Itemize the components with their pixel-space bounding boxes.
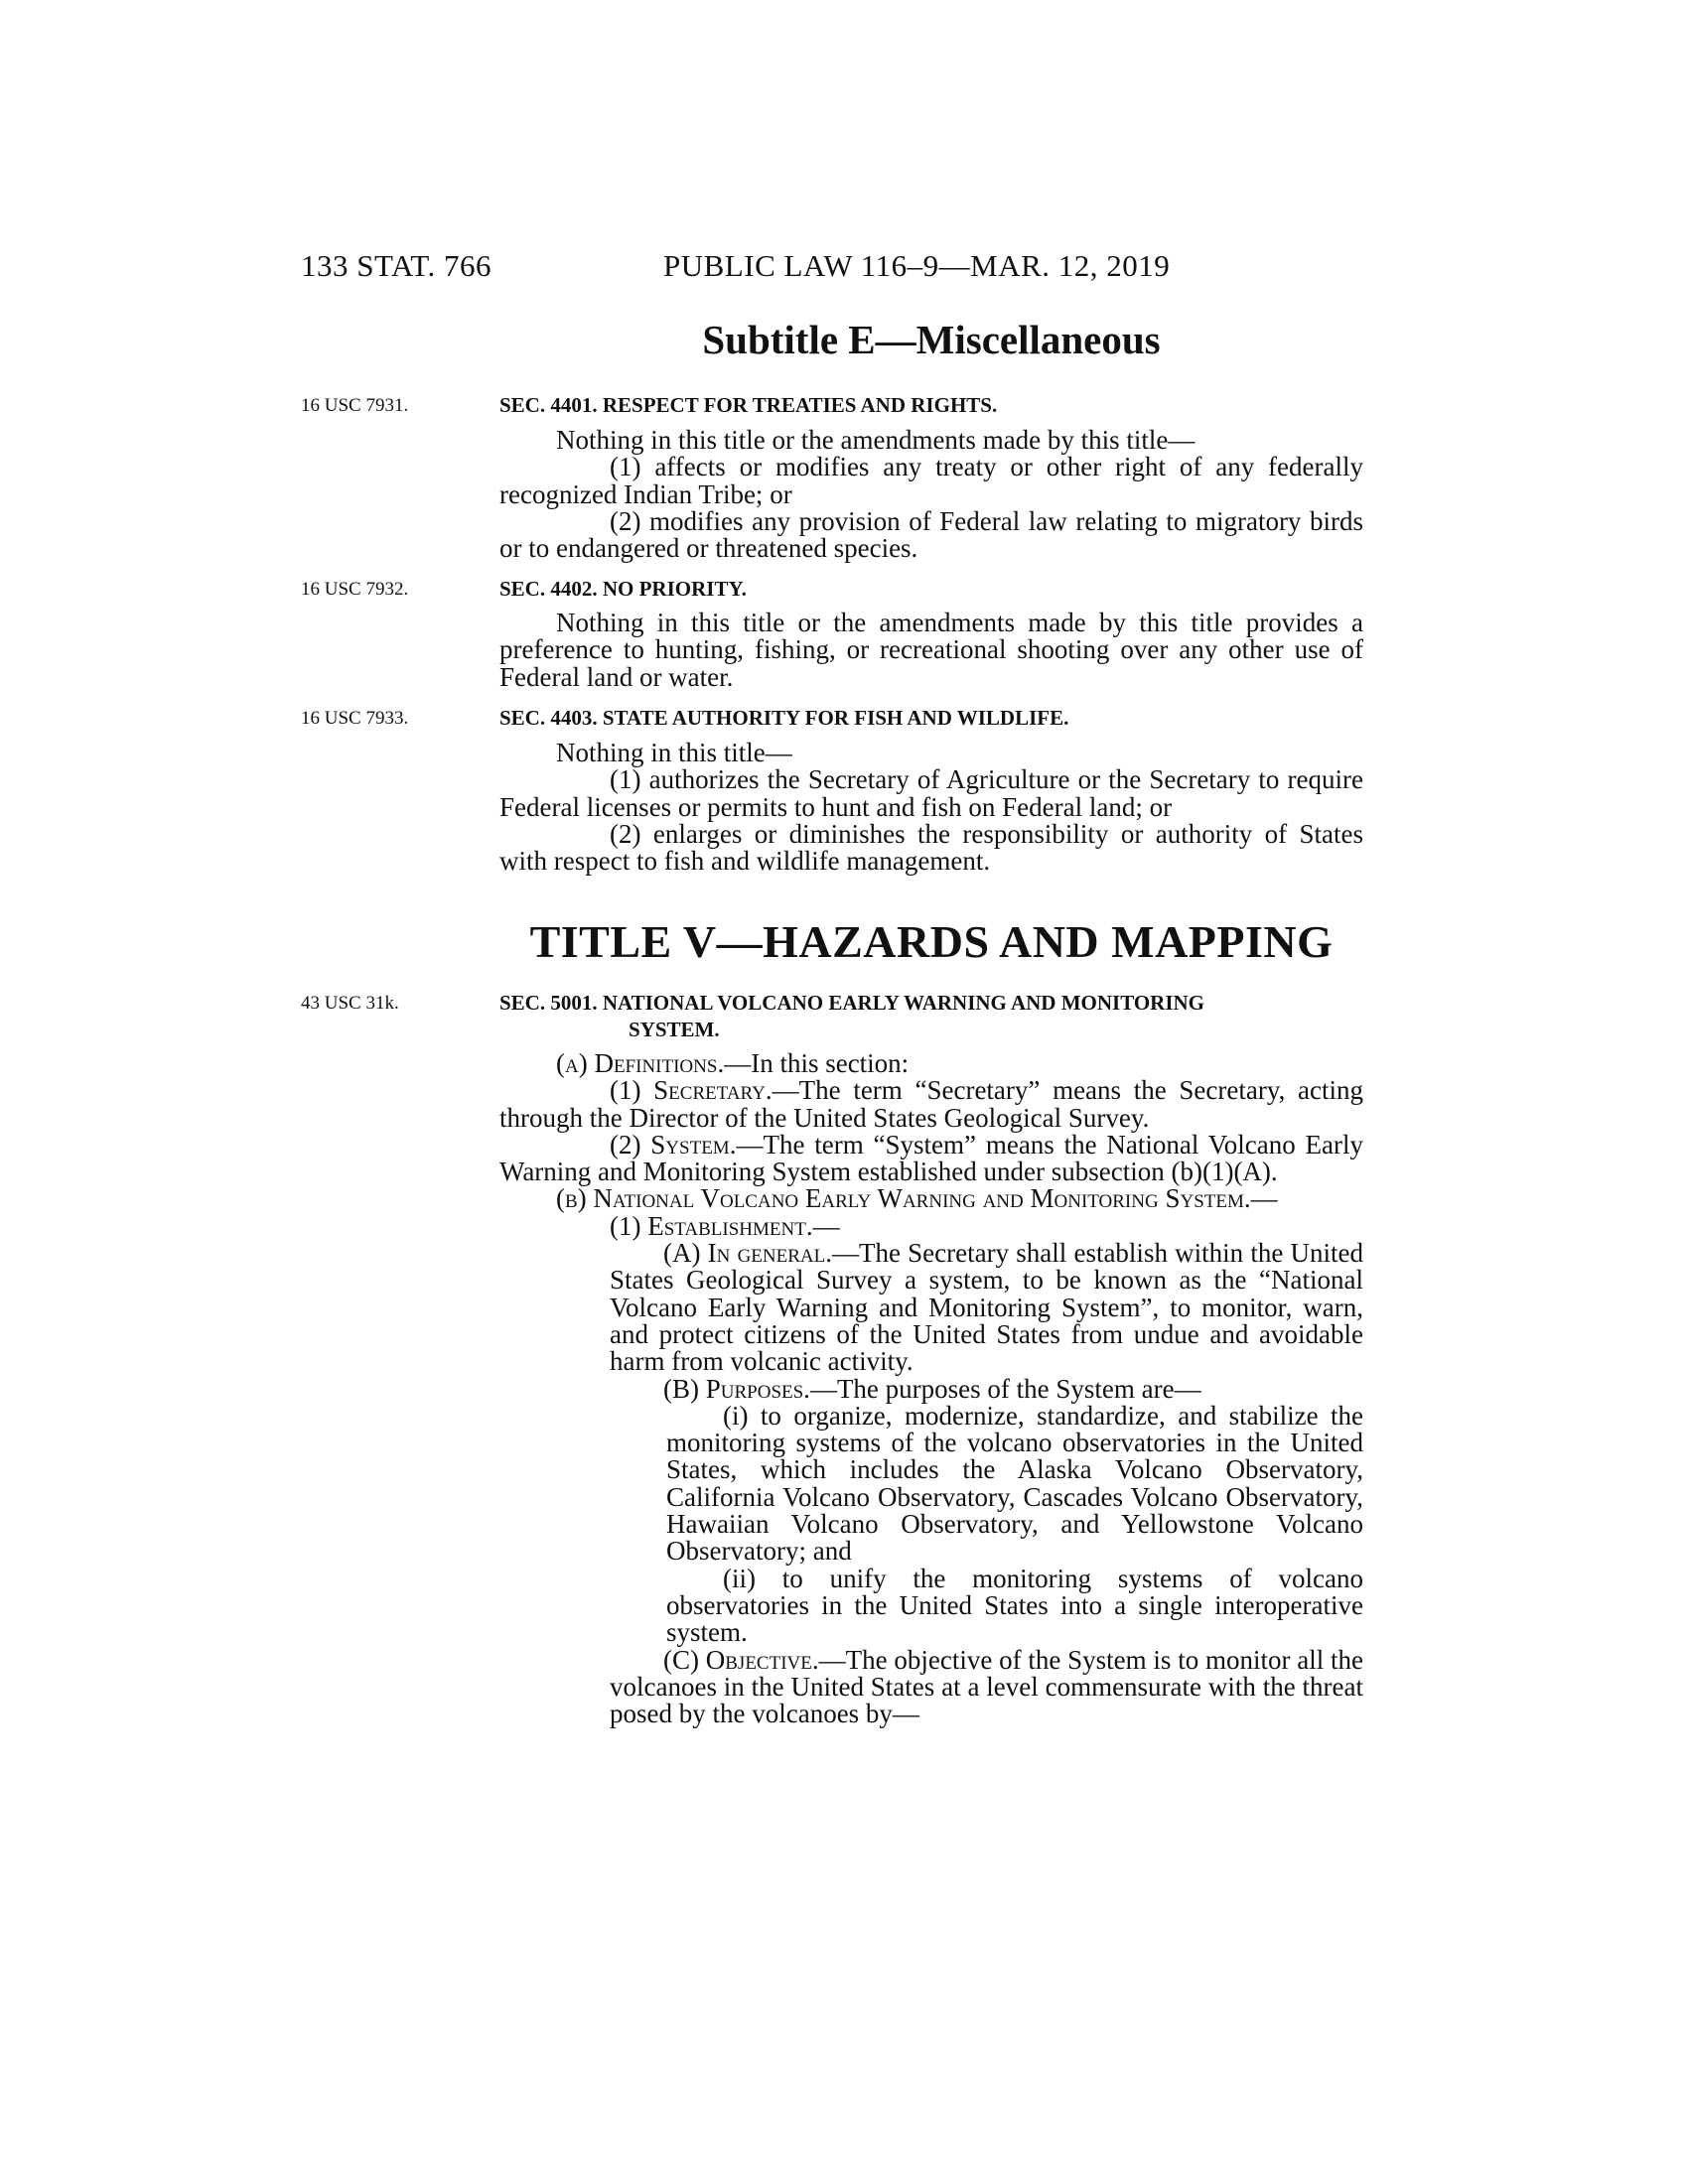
sec-4403-intro: Nothing in this title— <box>556 738 792 767</box>
subtitle-heading: Subtitle E—Miscellaneous <box>702 317 1161 362</box>
paragraph-a1 <box>499 1077 1363 1132</box>
public-law-header: PUBLIC LAW 116–9—MAR. 12, 2019 <box>663 248 1171 283</box>
sec-4403-item-2: (2) enlarges or diminishes the responsibility or authority of States with respect to fish and wildlife management. <box>499 818 1363 877</box>
paragraph-a2 <box>499 1129 1363 1187</box>
paragraph-a1-label: (1) Secretary. <box>610 1075 773 1106</box>
subparagraph-bA-text: —The Secretary shall establish within the United States Geological Survey a system, to be known as the “National Volcano Early Warning and Monitoring System”, to monitor, warn, and protect citizens of the United States from undue and avoidable harm from volcanic activity. <box>610 1238 1363 1377</box>
subparagraph-bC-text: —The objective of the System is to monitor all the volcanoes in the United States at a level commensurate with the threat posed by the volcanoes by— <box>610 1644 1363 1729</box>
subparagraph-bA-label: (A) In general. <box>663 1238 832 1269</box>
subparagraph-bB-label: (B) Purposes. <box>663 1373 810 1404</box>
margin-note-4403: 16 USC 7933. <box>301 708 409 729</box>
sec-4402-text: Nothing in this title or the amendments made by this title provides a preference to hunting, fishing, or recreational shooting over any other use of Federal land or water. <box>499 608 1363 692</box>
subparagraph-bB-text: —The purposes of the System are— <box>809 1373 1201 1404</box>
subsection-b-text: — <box>1250 1183 1278 1214</box>
margin-note-4402: 16 USC 7932. <box>301 579 409 600</box>
subsection-a <box>499 1050 1363 1077</box>
sec-4401-body <box>499 427 1363 562</box>
paragraph-a2-label: (2) System. <box>610 1129 737 1160</box>
subsection-a-label: (a) Definitions. <box>556 1048 725 1078</box>
sec-4401-intro: Nothing in this title or the amendments made by this title— <box>556 425 1196 455</box>
subsection-b <box>499 1185 1363 1212</box>
title-heading: TITLE V—HAZARDS AND MAPPING <box>529 916 1334 967</box>
sec-4402-body <box>499 610 1363 691</box>
sec-5001-body <box>499 1050 1363 1727</box>
paragraph-a2-text: —The term “System” means the National Volcano Early Warning and Monitoring System established under subsection (b)(1)(A). <box>499 1129 1363 1187</box>
paragraph-a1-text: —The term “Secretary” means the Secretary, acting through the Director of the United States Geological Survey. <box>499 1075 1363 1133</box>
sec-4402-heading: SEC. 4402. NO PRIORITY. <box>499 577 747 601</box>
paragraph-b1-label: (1) Establishment. <box>610 1210 813 1241</box>
clause-bBi: (i) to organize, modernize, standardize, and stabilize the monitoring systems of the volcano observatories in the United States, which includes the Alaska Volcano Observatory, California Volcano Observatory, Cascades Volcano Observatory, Hawaiian Volcano Observatory, and Yellowstone Volcano Observatory; and <box>666 1400 1363 1567</box>
sec-4401-heading: SEC. 4401. RESPECT FOR TREATIES AND RIGHTS. <box>499 393 998 417</box>
margin-note-5001: 43 USC 31k. <box>301 993 399 1014</box>
sec-4401-item-1: (1) affects or modifies any treaty or other right of any federally recognized Indian Tribe; or <box>499 452 1363 509</box>
subsection-b-label: (b) National Volcano Early Warning and Monitoring System. <box>556 1183 1251 1214</box>
sec-5001-heading-line-1: SEC. 5001. NATIONAL VOLCANO EARLY WARNING AND MONITORING <box>499 991 1205 1015</box>
subsection-a-text: —In this section: <box>724 1048 910 1078</box>
clause-bBii: (ii) to unify the monitoring systems of volcano observatories in the United States into a single interoperative system. <box>666 1563 1363 1648</box>
paragraph-b1 <box>499 1210 1363 1241</box>
sec-4403-body <box>499 740 1363 875</box>
sec-4403-item-1: (1) authorizes the Secretary of Agriculture or the Secretary to require Federal licenses or permits to hunt and fish on Federal land; or <box>499 764 1363 822</box>
stat-reference: 133 STAT. 766 <box>301 248 492 283</box>
sec-4401-item-2: (2) modifies any provision of Federal law relating to migratory birds or to endangered or threatened species. <box>499 505 1363 564</box>
paragraph-b1-text: — <box>812 1210 840 1241</box>
subparagraph-bC-label: (C) Objective. <box>663 1644 819 1675</box>
margin-note-4401: 16 USC 7931. <box>301 395 409 416</box>
subparagraph-bB <box>499 1373 1363 1404</box>
subparagraph-bA <box>499 1240 1363 1375</box>
subparagraph-bC <box>499 1644 1363 1729</box>
sec-5001-heading <box>499 990 1363 1043</box>
sec-5001-heading-line-2: SYSTEM. <box>629 1018 720 1041</box>
sec-4403-heading: SEC. 4403. STATE AUTHORITY FOR FISH AND WILDLIFE. <box>499 706 1069 730</box>
